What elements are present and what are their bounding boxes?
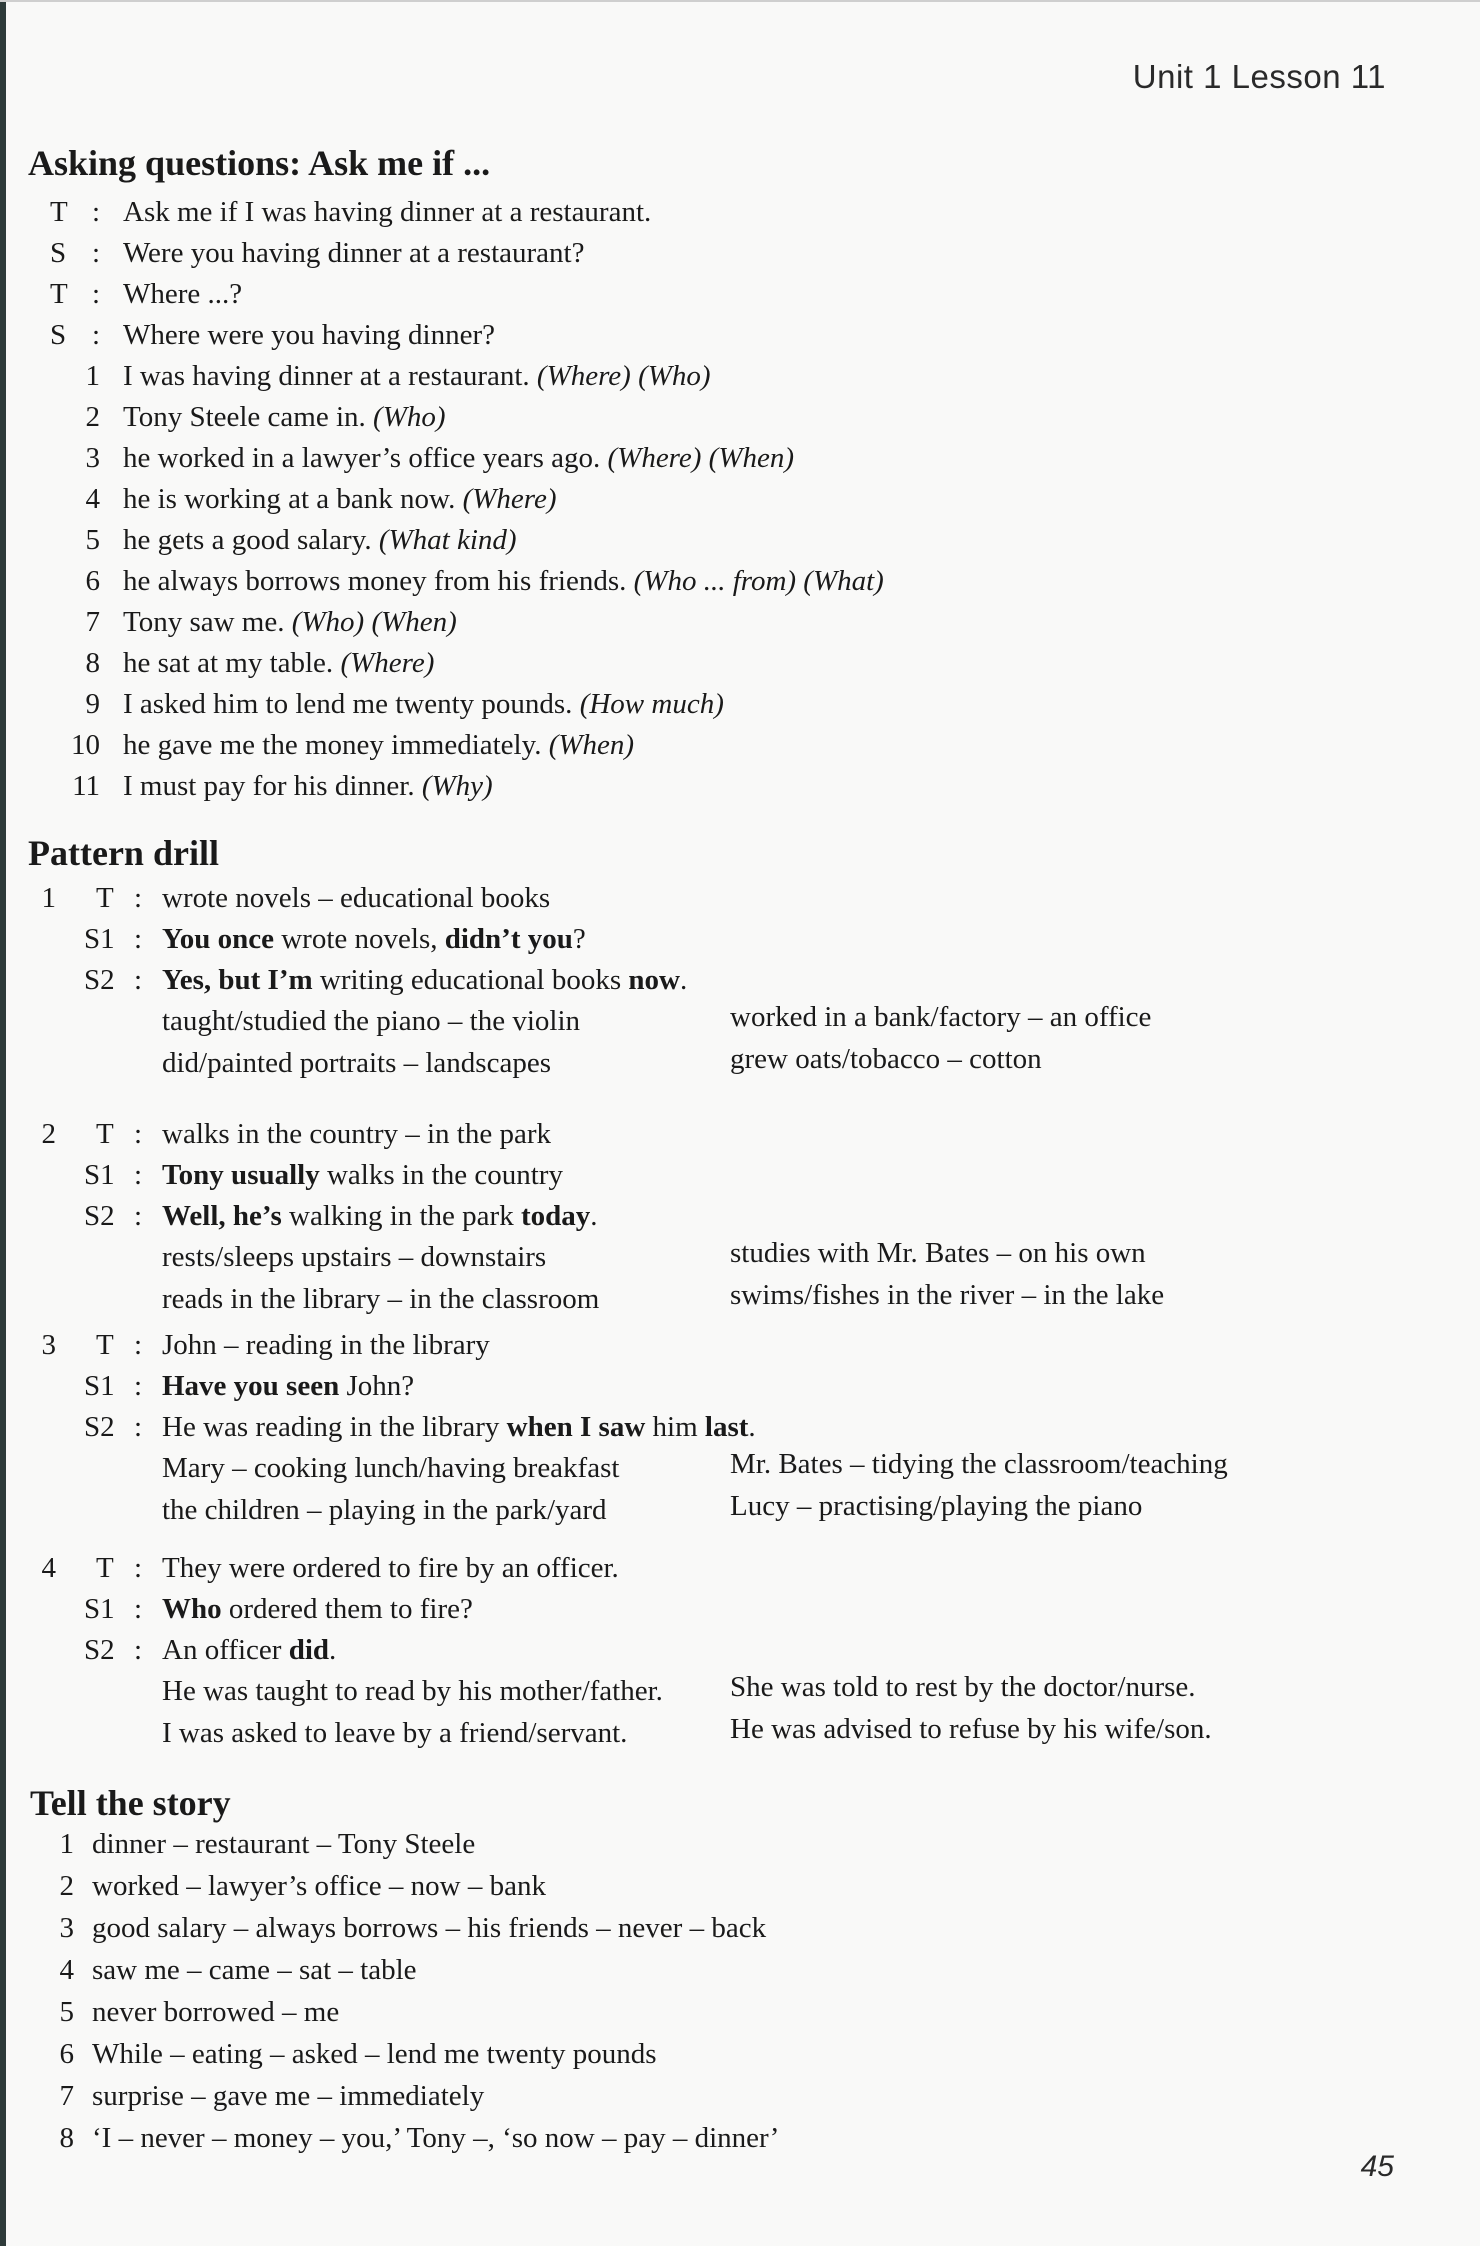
drill-text: They were ordered to fire by an officer. [162, 1552, 619, 1584]
item-text [123, 606, 457, 639]
item-text [123, 688, 724, 721]
drill-number: 2 [41, 1118, 56, 1150]
question-cue: (Who) [373, 401, 446, 433]
text-segment: writing educational books [312, 964, 629, 996]
text-segment: him [645, 1411, 705, 1443]
item-number: 4 [85, 483, 100, 515]
story-item [0, 2080, 1300, 2116]
colon-separator: : [134, 1118, 143, 1150]
drill-text [162, 964, 687, 997]
page-number: 45 [1360, 2150, 1394, 2183]
text-segment: ordered them to fire? [221, 1593, 473, 1625]
colon-separator: : [134, 1329, 143, 1361]
item-number: 8 [59, 2122, 74, 2154]
cue-left: He was taught to read by his mother/father. [162, 1675, 663, 1707]
colon-separator: : [134, 964, 143, 996]
colon-separator: : [134, 1593, 143, 1625]
item-number: 3 [85, 442, 100, 474]
colon-separator: : [134, 1634, 143, 1666]
cue-right: studies with Mr. Bates – on his own [730, 1237, 1146, 1269]
asking-questions-heading: Asking questions: Ask me if ... [28, 143, 491, 183]
item-number: 11 [72, 770, 100, 802]
drill-line-s1 [0, 923, 1300, 959]
question-item [0, 360, 1300, 396]
item-number: 7 [59, 2080, 74, 2112]
statement-text: he is working at a bank now. [123, 483, 456, 515]
cue-right: worked in a bank/factory – an office [730, 1001, 1152, 1033]
statement-text: Tony saw me. [123, 606, 285, 638]
story-item [0, 1912, 1300, 1948]
bold-segment: Have you seen [162, 1370, 340, 1402]
bold-segment: didn’t you [444, 923, 573, 955]
bold-segment: Yes, but I’m [162, 964, 313, 996]
drill-text [162, 1370, 414, 1403]
speaker-label: S1 [84, 1159, 115, 1191]
item-text [123, 401, 446, 434]
drill-line-s1 [0, 1593, 1300, 1629]
dialogue-text: Ask me if I was having dinner at a restaurant. [123, 196, 652, 228]
text-segment: . [590, 1200, 598, 1232]
speaker-label: T [50, 196, 68, 228]
dialogue-line [0, 319, 900, 355]
colon-separator: : [134, 1411, 143, 1443]
statement-text: I was having dinner at a restaurant. [123, 360, 530, 392]
drill-line-t [0, 1118, 1300, 1154]
pattern-drill-heading: Pattern drill [28, 833, 219, 873]
colon-separator: : [134, 923, 143, 955]
colon-separator: : [92, 278, 101, 310]
question-item [0, 442, 1300, 478]
item-number: 2 [59, 1870, 74, 1902]
cue-left: Mary – cooking lunch/having breakfast [162, 1452, 620, 1484]
item-number: 1 [59, 1828, 74, 1860]
story-text: While – eating – asked – lend me twenty pounds [92, 2038, 657, 2070]
question-cue: (Where) (Who) [536, 360, 711, 392]
question-cue: (Why) [421, 770, 493, 802]
drill-number: 3 [41, 1329, 56, 1361]
story-text: ‘I – never – money – you,’ Tony –, ‘so now – pay – dinner’ [92, 2122, 780, 2154]
dialogue-text: Where ...? [123, 278, 243, 310]
cue-left: taught/studied the piano – the violin [162, 1005, 581, 1037]
bold-segment: did [288, 1634, 330, 1666]
item-number: 1 [85, 360, 100, 392]
bold-segment: now [628, 964, 680, 996]
drill-line-s2 [0, 964, 1300, 1000]
question-item [0, 647, 1300, 683]
page-top-edge [0, 0, 1480, 2]
drill-number: 1 [41, 882, 56, 914]
colon-separator: : [92, 196, 101, 228]
item-number: 9 [85, 688, 100, 720]
cue-left: the children – playing in the park/yard [162, 1494, 607, 1526]
statement-text: I asked him to lend me twenty pounds. [123, 688, 573, 720]
text-segment: walks in the country [319, 1159, 563, 1191]
question-cue: (What kind) [378, 524, 517, 556]
question-item [0, 483, 1300, 519]
story-text: never borrowed – me [92, 1996, 340, 2028]
speaker-label: T [96, 1329, 114, 1361]
drill-text [162, 1159, 563, 1192]
drill-text [162, 1411, 756, 1444]
item-text [123, 565, 884, 598]
question-item [0, 565, 1300, 601]
item-number: 10 [71, 729, 100, 761]
item-text [123, 360, 711, 393]
drill-text: John – reading in the library [162, 1329, 490, 1361]
dialogue-text: Were you having dinner at a restaurant? [123, 237, 585, 269]
story-item [0, 1870, 1300, 1906]
question-item [0, 606, 1300, 642]
bold-segment: Tony usually [162, 1159, 320, 1191]
item-number: 3 [59, 1912, 74, 1944]
item-number: 5 [85, 524, 100, 556]
colon-separator: : [134, 1370, 143, 1402]
text-segment: An officer [162, 1634, 289, 1666]
bold-segment: You once [162, 923, 274, 955]
cue-left: rests/sleeps upstairs – downstairs [162, 1241, 547, 1273]
item-number: 2 [85, 401, 100, 433]
story-item [0, 2038, 1300, 2074]
dialogue-line [0, 196, 900, 232]
statement-text: he worked in a lawyer’s office years ago. [123, 442, 601, 474]
question-item [0, 688, 1300, 724]
bold-segment: when I saw [506, 1411, 646, 1443]
story-item [0, 2122, 1300, 2158]
cue-left: I was asked to leave by a friend/servant. [162, 1717, 628, 1749]
item-text [123, 770, 493, 803]
statement-text: I must pay for his dinner. [123, 770, 415, 802]
question-item [0, 770, 1300, 806]
question-cue: (Who) (When) [291, 606, 457, 638]
speaker-label: S1 [84, 923, 115, 955]
drill-text [162, 923, 586, 956]
story-text: dinner – restaurant – Tony Steele [92, 1828, 476, 1860]
text-segment: . [679, 964, 688, 996]
speaker-label: S2 [84, 1411, 115, 1443]
speaker-label: T [50, 278, 68, 310]
drill-text [162, 1634, 336, 1667]
item-text [123, 483, 557, 516]
speaker-label: T [96, 882, 114, 914]
item-number: 4 [59, 1954, 74, 1986]
drill-line-s1 [0, 1159, 1300, 1195]
item-number: 6 [85, 565, 100, 597]
speaker-label: S2 [84, 964, 115, 996]
drill-line-s1 [0, 1370, 1300, 1406]
cue-left: did/painted portraits – landscapes [162, 1047, 551, 1079]
unit-lesson-header: Unit 1 Lesson 11 [1132, 58, 1386, 95]
text-segment: walking in the park [281, 1200, 521, 1232]
statement-text: Tony Steele came in. [123, 401, 366, 433]
colon-separator: : [134, 1159, 143, 1191]
dialogue-line [0, 237, 900, 273]
speaker-label: S1 [84, 1593, 115, 1625]
story-text: good salary – always borrows – his friends – never – back [92, 1912, 767, 1944]
text-segment: John? [339, 1370, 415, 1402]
drill-text: wrote novels – educational books [162, 882, 551, 914]
item-text [123, 442, 794, 475]
drill-line-s2 [0, 1634, 1300, 1670]
story-item [0, 1828, 1300, 1864]
story-item [0, 1996, 1300, 2032]
cue-right: swims/fishes in the river – in the lake [730, 1279, 1165, 1311]
cue-right: Mr. Bates – tidying the classroom/teaching [730, 1448, 1228, 1480]
text-segment: He was reading in the library [162, 1411, 507, 1443]
speaker-label: S2 [84, 1634, 115, 1666]
question-item [0, 401, 1300, 437]
story-text: surprise – gave me – immediately [92, 2080, 485, 2112]
drill-line-t [0, 1329, 1300, 1365]
bold-segment: Well, he’s [162, 1200, 282, 1232]
dialogue-text: Where were you having dinner? [123, 319, 496, 351]
item-text [123, 524, 517, 557]
colon-separator: : [92, 319, 101, 351]
question-cue: (Where) (When) [607, 442, 795, 474]
speaker-label: S [50, 237, 67, 269]
story-item [0, 1954, 1300, 1990]
statement-text: he always borrows money from his friends. [123, 565, 627, 597]
item-text [123, 647, 434, 680]
drill-line-s2 [0, 1200, 1300, 1236]
colon-separator: : [134, 882, 143, 914]
speaker-label: S1 [84, 1370, 115, 1402]
cue-right: Lucy – practising/playing the piano [730, 1490, 1143, 1522]
speaker-label: T [96, 1552, 114, 1584]
text-segment: . [329, 1634, 337, 1666]
story-text: saw me – came – sat – table [92, 1954, 417, 1986]
speaker-label: S2 [84, 1200, 115, 1232]
question-cue: (Where) [462, 483, 557, 515]
drill-text [162, 1593, 473, 1626]
drill-line-t [0, 882, 1300, 918]
colon-separator: : [92, 237, 101, 269]
question-item [0, 729, 1300, 765]
cue-left: reads in the library – in the classroom [162, 1283, 600, 1315]
item-number: 8 [85, 647, 100, 679]
statement-text: he sat at my table. [123, 647, 334, 679]
story-text: worked – lawyer’s office – now – bank [92, 1870, 546, 1902]
item-text [123, 729, 634, 762]
bold-segment: Who [162, 1593, 222, 1625]
cue-right: She was told to rest by the doctor/nurse. [730, 1671, 1196, 1703]
drill-number: 4 [41, 1552, 56, 1584]
item-number: 5 [59, 1996, 74, 2028]
speaker-label: S [50, 319, 67, 351]
tell-the-story-heading: Tell the story [30, 1783, 231, 1823]
item-number: 6 [59, 2038, 74, 2070]
colon-separator: : [134, 1200, 143, 1232]
cue-right: grew oats/tobacco – cotton [730, 1043, 1042, 1075]
colon-separator: : [134, 1552, 143, 1584]
statement-text: he gets a good salary. [123, 524, 372, 556]
text-segment: wrote novels, [273, 923, 445, 955]
drill-line-t [0, 1552, 1300, 1588]
question-cue: (When) [548, 729, 635, 761]
question-cue: (Where) [340, 647, 435, 679]
drill-text [162, 1200, 598, 1233]
speaker-label: T [96, 1118, 114, 1150]
dialogue-line [0, 278, 900, 314]
cue-right: He was advised to refuse by his wife/son. [730, 1713, 1212, 1745]
question-cue: (How much) [579, 688, 724, 720]
text-segment: . [748, 1411, 756, 1443]
drill-text: walks in the country – in the park [162, 1118, 551, 1150]
bold-segment: today [520, 1200, 591, 1232]
item-number: 7 [85, 606, 100, 638]
bold-segment: last [704, 1411, 749, 1443]
text-segment: ? [572, 923, 586, 955]
drill-line-s2 [0, 1411, 1300, 1447]
question-item [0, 524, 1300, 560]
statement-text: he gave me the money immediately. [123, 729, 542, 761]
question-cue: (Who ... from) (What) [633, 565, 884, 597]
